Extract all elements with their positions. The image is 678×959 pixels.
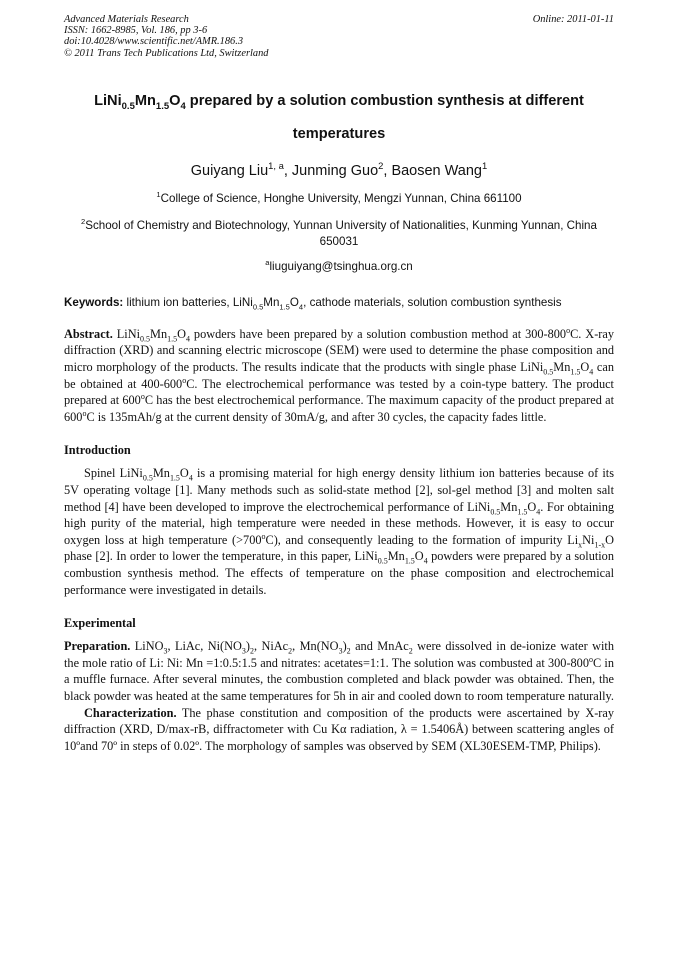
paper-page <box>64 14 614 754</box>
author-email[interactable]: $^a$liuguiyang@tsinghua.org.cn <box>265 257 413 273</box>
abstract: Abstract. $LiNi_{0.5}Mn_{1.5}O_4$ powders have been prepared by a solution combustion method at 300-800$^o$C. X-ray diffraction (XRD) and scanning electric microscope (SEM) were used to determine the phase composition and micro morphology of the products. The results indicate that the products with single phase $LiNi_{0.5}Mn_{1.5}O_4$ can be obtained at 400-600$^o$C. The electrochemical performance was tested by a coin-type battery. The product prepared at 600$^o$C has the best electrochemical performance. The maximum capacity of the product prepared at 600$^o$C is 135mAh/g at the current density of 30mA/g, and after 30 cycles, the capacity fades little. <box>64 325 615 424</box>
journal-header <box>64 14 614 59</box>
characterization-label: Characterization. <box>84 705 177 720</box>
journal-issn: ISSN: 1662-8985, Vol. 186, pp 3-6 <box>64 25 208 37</box>
author-list: Guiyang Liu$^{1, a}$, Junming Guo$^2$, Baosen Wang$^1$ <box>190 159 488 179</box>
abstract-label: Abstract. <box>64 326 113 341</box>
keywords-label: Keywords: <box>64 295 124 309</box>
journal-doi[interactable]: doi:10.4028/www.scientific.net/AMR.186.3 <box>64 36 244 48</box>
experimental-heading: Experimental <box>64 616 136 631</box>
paper-title-line2: temperatures <box>292 125 386 142</box>
preparation-paragraph: Preparation. LiNO$_3$, LiAc, $Ni(NO_3)_2$, NiAc$_2$, $Mn(NO_3)_2$ and MnAc$_2$ were dissolved in de-ionize water with the mole ratio of Li: Ni: Mn =1:0.5:1.5 and nitrates: acetates=1:1. The solution was combusted at 300-800$^o$C in a muffle furnace. After several minutes, the combustion completed and black powder was obtained. Then, the black powder was heated at the same temperatures for 5h in air and cooled down to room temperature naturally. <box>64 639 615 703</box>
online-date: Online: 2011-01-11 <box>532 14 614 25</box>
introduction-paragraph: Spinel $LiNi_{0.5}Mn_{1.5}O_4$ is a promising material for high energy density lithium ion batteries because of its 5V operating voltage [1]. Many methods such as solid-state method [2], sol-gel method [3] and molten salt method [4] have been developed to improve the electrochemical performance of $LiNi_{0.5}Mn_{1.5}O_4$. For obtaining high purity of the material, high temperature were needed in these methods. However, it is easy to occur oxygen loss at high temperature $(>700^oC)$, and consequently leading to the formation of impurity $Li_xNi_{1-x}O$ phase [2]. In order to lower the temperature, in this paper, $LiNi_{0.5}Mn_{1.5}O_4$ powders were prepared by a solution combustion synthesis method. The effects of temperature on the phase composition and electrochemical performance were investigated in details. <box>64 466 614 597</box>
journal-meta <box>64 14 268 59</box>
paper-title: $LiNi_{0.5}Mn_{1.5}O_4$ prepared by a solution combustion synthesis at different temperatures <box>64 92 614 143</box>
journal-copyright: © 2011 Trans Tech Publications Ltd, Switzerland <box>64 47 269 59</box>
journal-name: Advanced Materials Research <box>64 14 189 25</box>
characterization-paragraph: Characterization. The phase constitution and composition of the products were ascertained by X-ray diffraction (XRD, D/max-rB, diffractometer with Cu Kα radiation, λ = 1.5406Å) between scattering angles of 10ºand 70º in steps of 0.02º. The morphology of samples was observed by SEM (XL30ESEM-TMP, Philips). <box>64 705 614 753</box>
affiliation-2: $^2$School of Chemistry and Biotechnology, Yunnan University of Nationalities, Kunming Yunnan, China 650031 <box>81 216 597 248</box>
preparation-label: Preparation. <box>64 639 131 654</box>
introduction-heading: Introduction <box>64 443 131 458</box>
affiliation-1: $^1$College of Science, Honghe University, Mengzi Yunnan, China 661100 <box>156 189 522 205</box>
keywords: Keywords: lithium ion batteries, $LiNi_{0.5}Mn_{1.5}O_4$, cathode materials, solution combustion synthesis <box>64 295 562 312</box>
